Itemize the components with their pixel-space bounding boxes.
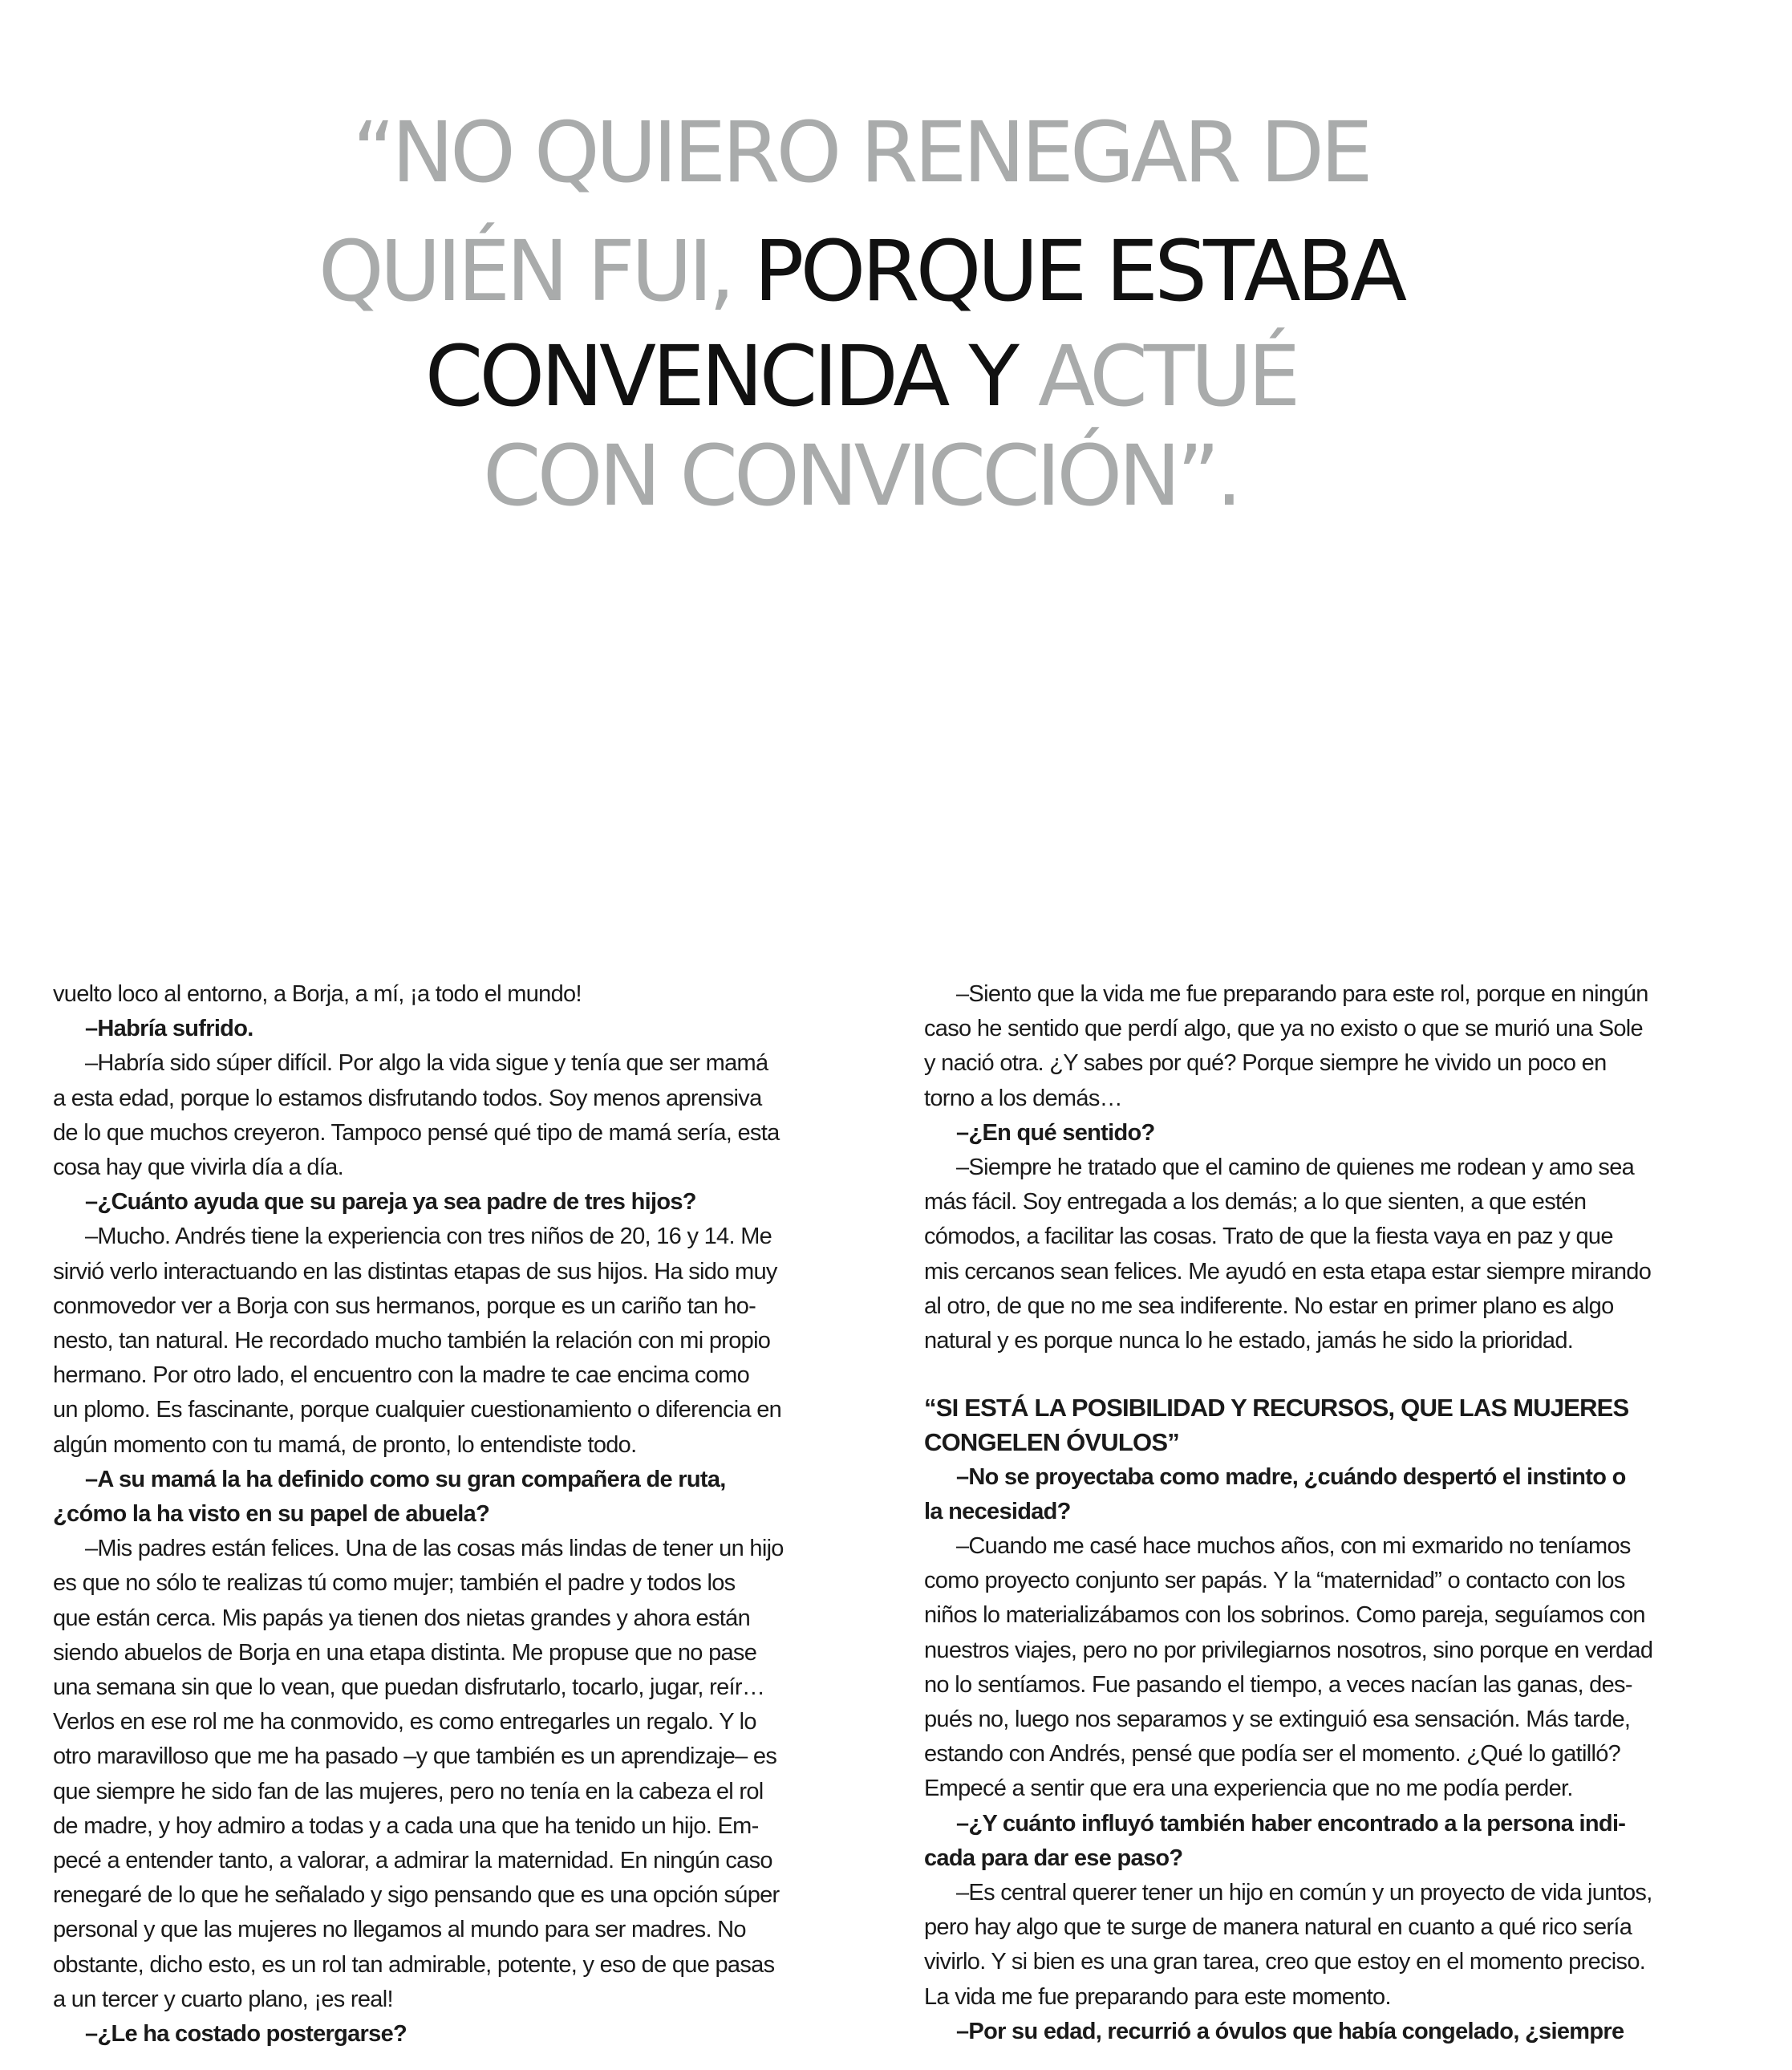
- text-line: siendo abuelos de Borja en una etapa distinta. Me propuse que no pase: [53, 1639, 757, 1666]
- text-line: ¿cómo la ha visto en su papel de abuela?: [53, 1501, 490, 1528]
- interview-question: [924, 1807, 1726, 1876]
- text-line: Verlos en ese rol me ha conmovido, es como entregarles un regalo. Y lo: [53, 1709, 756, 1735]
- interview-question: [53, 2017, 855, 2052]
- interview-question: [924, 2015, 1726, 2049]
- text-line: Empecé a sentir que era una experiencia que no me podía perder.: [924, 1776, 1573, 1802]
- text-line: y nació otra. ¿Y sabes por qué? Porque siempre he vivido un poco en: [924, 1050, 1607, 1077]
- text-line: de madre, y hoy admiro a todas y a cada una que ha tenido un hijo. Em-: [53, 1812, 759, 1839]
- text-line: que están cerca. Mis papás ya tienen dos nietas grandes y ahora están: [53, 1605, 750, 1631]
- text-line: –Mis padres están felices. Una de las cosas más lindas de tener un hijo: [85, 1536, 784, 1562]
- text-line: torno a los demás…: [924, 1085, 1122, 1111]
- text-line: –Por su edad, recurrió a óvulos que había congelado, ¿siempre: [956, 2018, 1624, 2044]
- text-line: conmovedor ver a Borja con sus hermanos, porque es un cariño tan ho-: [53, 1293, 756, 1319]
- interview-answer: [924, 1151, 1726, 1358]
- text-line: pués no, luego nos separamos y se extinguió esa sensación. Más tarde,: [924, 1707, 1631, 1733]
- text-line: La vida me fue preparando para este momento.: [924, 1983, 1391, 2010]
- text-line: a esta edad, porque lo estamos disfrutando todos. Soy menos aprensiva: [53, 1085, 762, 1111]
- text-line: –¿Y cuánto influyó también haber encontrado a la persona indi-: [956, 1810, 1626, 1837]
- text-line: natural y es porque nunca lo he estado, jamás he sido la prioridad.: [924, 1328, 1574, 1354]
- text-line: cómodos, a facilitar las cosas. Trato de que la fiesta vaya en paz y que: [924, 1224, 1613, 1250]
- text-line: un plomo. Es fascinante, porque cualquier cuestionamiento o diferencia en: [53, 1397, 782, 1423]
- text-line: renegaré de lo que he señalado y sigo pensando que es una opción súper: [53, 1882, 780, 1909]
- interview-answer: [53, 1220, 855, 1462]
- text-line: hermano. Por otro lado, el encuentro con la madre te cae encima como: [53, 1362, 750, 1389]
- text-line: a un tercer y cuarto plano, ¡es real!: [53, 1986, 393, 2012]
- text-line: –Habría sido súper difícil. Por algo la vida sigue y tenía que ser mamá: [85, 1050, 768, 1077]
- interview-answer: [924, 1529, 1726, 1807]
- text-line: niños lo materializábamos con los sobrinos. Como pareja, seguíamos con: [924, 1602, 1645, 1629]
- text-line: algún momento con tu mamá, de pronto, lo entendiste todo.: [53, 1431, 637, 1458]
- text-line: obstante, dicho esto, es un rol tan admirable, potente, y eso de que pasas: [53, 1951, 775, 1978]
- text-line: –Cuando me casé hace muchos años, con mi exmarido no teníamos: [956, 1533, 1631, 1560]
- text-line: personal y que las mujeres no llegamos al mundo para ser madres. No: [53, 1917, 746, 1943]
- text-line: estando con Andrés, pensé que podía ser el momento. ¿Qué lo gatilló?: [924, 1741, 1621, 1768]
- text-line: sirvió verlo interactuando en las distintas etapas de sus hijos. Ha sido muy: [53, 1258, 777, 1285]
- text-line: vivirlo. Y si bien es una gran tarea, creo que estoy en el momento preciso.: [924, 1949, 1646, 1975]
- text-line: –Siento que la vida me fue preparando para este rol, porque en ningún: [956, 981, 1648, 1007]
- text-line: cada para dar ese paso?: [924, 1845, 1183, 1871]
- text-line: caso he sentido que perdí algo, que ya no existo o que se murió una Sole: [924, 1016, 1643, 1042]
- text-line: mis cercanos sean felices. Me ayudó en esta etapa estar siempre mirando: [924, 1258, 1652, 1285]
- text-line: nesto, tan natural. He recordado mucho también la relación con mi propio: [53, 1328, 771, 1354]
- section-heading: [924, 1390, 1726, 1459]
- pull-quote-text: ACTUÉ: [1037, 327, 1297, 425]
- pull-quote-text: “NO QUIERO RENEGAR DE: [352, 104, 1369, 201]
- text-line: –No se proyectaba como madre, ¿cuándo despertó el instinto o: [956, 1463, 1626, 1490]
- text-line: pecé a entender tanto, a valorar, a admirar la maternidad. En ningún caso: [53, 1848, 772, 1874]
- pull-quote-text: QUIÉN FUI,: [318, 222, 754, 320]
- text-line: que siempre he sido fan de las mujeres, pero no tenía en la cabeza el rol: [53, 1778, 764, 1804]
- text-line: –Habría sufrido.: [85, 1016, 253, 1042]
- text-line: –A su mamá la ha definido como su gran compañera de ruta,: [85, 1466, 726, 1492]
- text-line: una semana sin que lo vean, que puedan disfrutarlo, tocarlo, jugar, reír…: [53, 1674, 765, 1701]
- article-column-left: [53, 977, 855, 2052]
- text-line: –¿En qué sentido?: [956, 1119, 1155, 1146]
- text-line: –Es central querer tener un hijo en común y un proyecto de vida juntos,: [956, 1880, 1652, 1906]
- pull-quote-line-2: [0, 222, 1721, 320]
- interview-question: [924, 1460, 1726, 1529]
- interview-answer: [53, 977, 855, 1012]
- text-line: vuelto loco al entorno, a Borja, a mí, ¡a todo el mundo!: [53, 981, 582, 1007]
- text-line: –Mucho. Andrés tiene la experiencia con tres niños de 20, 16 y 14. Me: [85, 1224, 772, 1250]
- interview-question: [53, 1185, 855, 1220]
- text-line: CONGELEN ÓVULOS”: [924, 1428, 1179, 1457]
- pull-quote-text-emphasis: PORQUE ESTABA: [753, 222, 1404, 320]
- text-line: –Siempre he tratado que el camino de quienes me rodean y amo sea: [956, 1155, 1635, 1181]
- text-line: más fácil. Soy entregada a los demás; a lo que sienten, a que estén: [924, 1189, 1587, 1216]
- text-line: la necesidad?: [924, 1498, 1071, 1524]
- text-line: nuestros viajes, pero no por privilegiarnos nosotros, sino porque en verdad: [924, 1637, 1653, 1663]
- text-line: “SI ESTÁ LA POSIBILIDAD Y RECURSOS, QUE LAS MUJERES: [924, 1394, 1629, 1423]
- pull-quote-text-emphasis: CONVENCIDA Y: [424, 327, 1038, 425]
- interview-answer: [924, 977, 1726, 1116]
- interview-answer: [924, 1876, 1726, 2015]
- pull-quote-line-4: [0, 427, 1721, 525]
- text-line: pero hay algo que te surge de manera natural en cuanto a qué rico sería: [924, 1914, 1632, 1941]
- pull-quote-line-1: [0, 104, 1721, 201]
- interview-answer: [53, 1532, 855, 2017]
- text-line: es que no sólo te realizas tú como mujer; también el padre y todos los: [53, 1570, 736, 1597]
- text-line: –¿Le ha costado postergarse?: [85, 2021, 407, 2048]
- interview-question: [924, 1116, 1726, 1151]
- pull-quote-line-3: [0, 327, 1721, 425]
- interview-question: [53, 1463, 855, 1532]
- text-line: no lo sentíamos. Fue pasando el tiempo, a veces nacían las ganas, des-: [924, 1671, 1632, 1698]
- text-line: –¿Cuánto ayuda que su pareja ya sea padre de tres hijos?: [85, 1189, 696, 1216]
- text-line: cosa hay que vivirla día a día.: [53, 1155, 343, 1181]
- text-line: como proyecto conjunto ser papás. Y la “maternidad” o contacto con los: [924, 1568, 1625, 1594]
- article-column-right: [924, 977, 1726, 2049]
- interview-question: [53, 1012, 855, 1046]
- text-line: de lo que muchos creyeron. Tampoco pensé qué tipo de mamá sería, esta: [53, 1119, 780, 1146]
- text-line: al otro, de que no me sea indiferente. No estar en primer plano es algo: [924, 1293, 1614, 1319]
- text-line: otro maravilloso que me ha pasado –y que también es un aprendizaje– es: [53, 1743, 777, 1770]
- pull-quote-text: CON CONVICCIÓN”.: [483, 427, 1239, 525]
- interview-answer: [53, 1046, 855, 1185]
